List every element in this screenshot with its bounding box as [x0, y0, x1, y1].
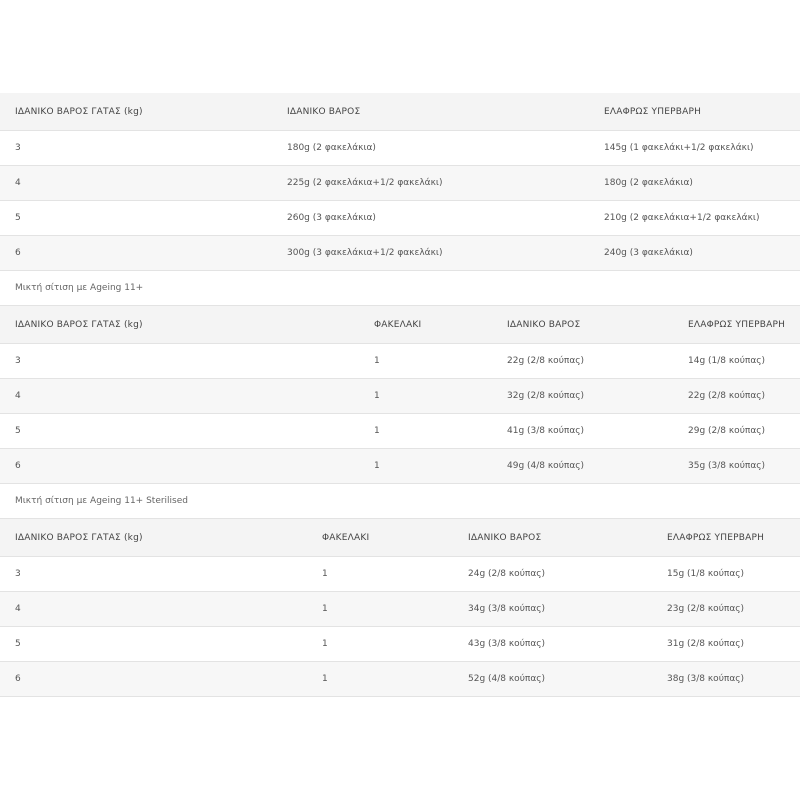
- cell-cat-weight: 5: [0, 414, 359, 449]
- cell-ideal-weight: 225g (2 φακελάκια+1/2 φακελάκι): [272, 166, 589, 201]
- table-header-row: [0, 93, 800, 131]
- cell-pouch: 1: [307, 662, 453, 697]
- col-header-ideal-weight: ΙΔΑΝΙΚΟ ΒΑΡΟΣ: [453, 519, 652, 557]
- cell-cat-weight: 3: [0, 344, 359, 379]
- cell-cat-weight: 5: [0, 201, 272, 236]
- cell-slightly-overweight: 145g (1 φακελάκι+1/2 φακελάκι): [589, 131, 800, 166]
- feeding-table-3: [0, 519, 800, 697]
- cell-cat-weight: 4: [0, 379, 359, 414]
- cell-slightly-overweight: 180g (2 φακελάκια): [589, 166, 800, 201]
- table-row: [0, 627, 800, 662]
- table-row: [0, 414, 800, 449]
- col-header-pouch: ΦΑΚΕΛΑΚΙ: [359, 306, 492, 344]
- col-header-cat-weight: ΙΔΑΝΙΚΟ ΒΑΡΟΣ ΓΑΤΑΣ (kg): [0, 519, 307, 557]
- table-row: [0, 131, 800, 166]
- table-row: [0, 379, 800, 414]
- cell-cat-weight: 5: [0, 627, 307, 662]
- table-row: [0, 592, 800, 627]
- table-header-row: [0, 306, 800, 344]
- table-row: [0, 662, 800, 697]
- cell-slightly-overweight: 22g (2/8 κούπας): [673, 379, 800, 414]
- cell-ideal-weight: 24g (2/8 κούπας): [453, 557, 652, 592]
- cell-slightly-overweight: 15g (1/8 κούπας): [652, 557, 800, 592]
- cell-slightly-overweight: 14g (1/8 κούπας): [673, 344, 800, 379]
- cell-pouch: 1: [359, 344, 492, 379]
- cell-slightly-overweight: 31g (2/8 κούπας): [652, 627, 800, 662]
- cell-pouch: 1: [307, 557, 453, 592]
- col-header-slightly-overweight: ΕΛΑΦΡΩΣ ΥΠΕΡΒΑΡΗ: [673, 306, 800, 344]
- cell-slightly-overweight: 210g (2 φακελάκια+1/2 φακελάκι): [589, 201, 800, 236]
- table-row: [0, 201, 800, 236]
- table-row: [0, 166, 800, 201]
- table-row: [0, 557, 800, 592]
- table-caption-ageing: Μικτή σίτιση με Ageing 11+: [0, 271, 800, 306]
- cell-pouch: 1: [307, 627, 453, 662]
- cell-cat-weight: 6: [0, 449, 359, 484]
- col-header-cat-weight: ΙΔΑΝΙΚΟ ΒΑΡΟΣ ΓΑΤΑΣ (kg): [0, 93, 272, 131]
- cell-pouch: 1: [359, 379, 492, 414]
- cell-ideal-weight: 41g (3/8 κούπας): [492, 414, 673, 449]
- table-row: [0, 236, 800, 271]
- col-header-pouch: ΦΑΚΕΛΑΚΙ: [307, 519, 453, 557]
- cell-ideal-weight: 300g (3 φακελάκια+1/2 φακελάκι): [272, 236, 589, 271]
- cell-cat-weight: 3: [0, 131, 272, 166]
- col-header-cat-weight: ΙΔΑΝΙΚΟ ΒΑΡΟΣ ΓΑΤΑΣ (kg): [0, 306, 359, 344]
- col-header-slightly-overweight: ΕΛΑΦΡΩΣ ΥΠΕΡΒΑΡΗ: [652, 519, 800, 557]
- cell-pouch: 1: [359, 449, 492, 484]
- cell-ideal-weight: 260g (3 φακελάκια): [272, 201, 589, 236]
- cell-cat-weight: 6: [0, 236, 272, 271]
- cell-cat-weight: 4: [0, 592, 307, 627]
- cell-ideal-weight: 49g (4/8 κούπας): [492, 449, 673, 484]
- table-header-row: [0, 519, 800, 557]
- col-header-ideal-weight: ΙΔΑΝΙΚΟ ΒΑΡΟΣ: [272, 93, 589, 131]
- feeding-table-1: [0, 93, 800, 271]
- cell-ideal-weight: 34g (3/8 κούπας): [453, 592, 652, 627]
- cell-cat-weight: 3: [0, 557, 307, 592]
- col-header-slightly-overweight: ΕΛΑΦΡΩΣ ΥΠΕΡΒΑΡΗ: [589, 93, 800, 131]
- cell-cat-weight: 6: [0, 662, 307, 697]
- feeding-table-2: [0, 306, 800, 484]
- feeding-tables: [0, 93, 800, 697]
- cell-slightly-overweight: 29g (2/8 κούπας): [673, 414, 800, 449]
- cell-ideal-weight: 43g (3/8 κούπας): [453, 627, 652, 662]
- cell-cat-weight: 4: [0, 166, 272, 201]
- cell-slightly-overweight: 23g (2/8 κούπας): [652, 592, 800, 627]
- table-caption-ageing-sterilised: Μικτή σίτιση με Ageing 11+ Sterilised: [0, 484, 800, 519]
- table-row: [0, 344, 800, 379]
- cell-ideal-weight: 22g (2/8 κούπας): [492, 344, 673, 379]
- col-header-ideal-weight: ΙΔΑΝΙΚΟ ΒΑΡΟΣ: [492, 306, 673, 344]
- cell-slightly-overweight: 240g (3 φακελάκια): [589, 236, 800, 271]
- cell-ideal-weight: 180g (2 φακελάκια): [272, 131, 589, 166]
- cell-pouch: 1: [359, 414, 492, 449]
- cell-ideal-weight: 52g (4/8 κούπας): [453, 662, 652, 697]
- cell-slightly-overweight: 35g (3/8 κούπας): [673, 449, 800, 484]
- cell-ideal-weight: 32g (2/8 κούπας): [492, 379, 673, 414]
- cell-slightly-overweight: 38g (3/8 κούπας): [652, 662, 800, 697]
- table-row: [0, 449, 800, 484]
- cell-pouch: 1: [307, 592, 453, 627]
